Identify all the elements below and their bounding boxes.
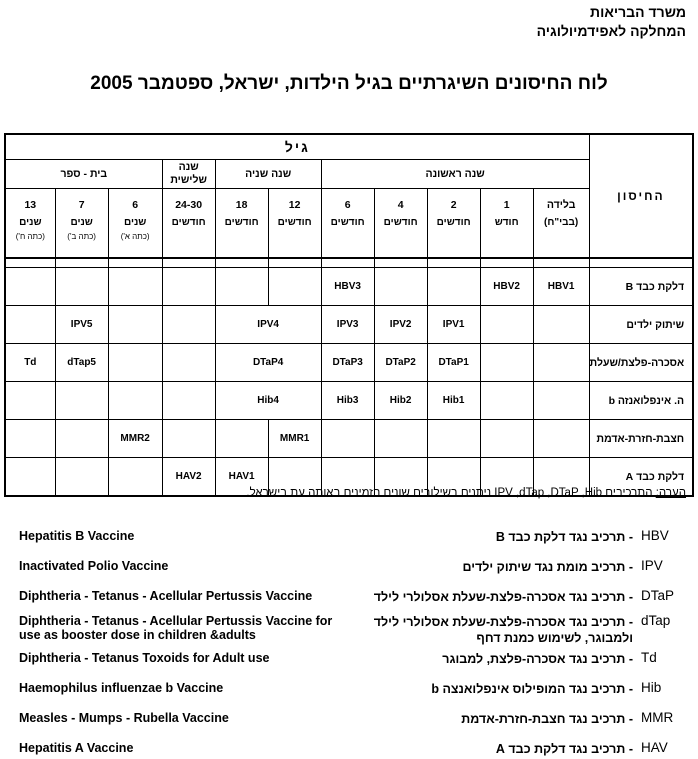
dose-cell: HAV1 [215,458,268,497]
legend-hebrew: - תרכיב נגד המופילוס אינפלואנצה b [431,682,633,696]
row-label: ה. אינפלואנזה b [589,382,693,420]
footnote [246,487,686,499]
legend-hebrew: - תרכיב נגד אסכרה-פלצת-שעלת אסלולרי לילד [373,590,633,604]
row-label: אסכרה-פלצת/שעלת [589,344,693,382]
dose-cell: Hib4 [215,382,321,420]
legend-english: Hepatitis B Vaccine [19,529,135,543]
legend-abbr: Hib [641,680,662,695]
dose-cell: IPV2 [374,306,427,344]
department-name: המחלקה לאפידמיולוגיה [536,23,686,39]
legend-hebrew: - תרכיב נגד אסכרה-פלצת-שעלת אסלולרי לילד ולמבוגר, לשימוש כמנת דחף [373,615,633,645]
dose-cell: DTaP3 [321,344,374,382]
row-polio [5,306,693,344]
legend-english: Hepatitis A Vaccine [19,741,134,755]
period-first-year: שנה ראשונה [321,160,589,189]
age-birth: בלידה (בבי"ח) [533,189,589,259]
dose-cell: HBV1 [533,268,589,306]
legend-hebrew: - תרכיב נגד דלקת כבד A [495,742,633,756]
vaccination-schedule-table [4,133,694,497]
row-mmr [5,420,693,458]
period-school: בית - ספר [5,160,162,189]
age-24-30-months: 24-30 חודשים [162,189,215,259]
legend-english: Diphtheria - Tetanus - Acellular Pertussis Vaccine [19,589,313,603]
dose-cell: DTaP4 [215,344,321,382]
legend-abbr: IPV [641,558,663,573]
legend-hebrew: - תרכיב נגד חצבת-חזרת-אדמת [461,712,633,726]
legend-abbr: dTap [641,613,671,628]
dose-cell: MMR2 [108,420,162,458]
row-hib [5,382,693,420]
dose-cell: Hib2 [374,382,427,420]
age-6-months: 6 חודשים [321,189,374,259]
row-label: דלקת כבד A [589,458,693,497]
age-18-months: 18 חודשים [215,189,268,259]
dose-cell: HAV2 [162,458,215,497]
dose-cell: IPV5 [55,306,108,344]
age-1-month: 1 חודש [480,189,533,259]
dose-cell: IPV1 [427,306,480,344]
legend-abbr: MMR [641,710,674,725]
legend-hebrew: - תרכיב נגד אסכרה-פלצת, למבוגר [442,652,633,666]
age-12-months: 12 חודשים [268,189,321,259]
legend-english: Diphtheria - Tetanus Toxoids for Adult use [19,651,270,665]
age-2-months: 2 חודשים [427,189,480,259]
dose-cell: HBV2 [480,268,533,306]
dose-cell: IPV3 [321,306,374,344]
dose-cell: MMR1 [268,420,321,458]
age-header: גיל [5,134,589,160]
row-hepatitis-b [5,268,693,306]
row-dtap [5,344,693,382]
footnote-text: התרכיבים IPV ,dTap ,DTaP ,Hib ניתנים בשילובים שונים הזמינים באותה עת בישראל. [246,487,656,499]
ministry-name: משרד הבריאות [590,4,686,20]
dose-cell: Td [5,344,55,382]
age-13-years: 13 שנים (כתה ח') [5,189,55,259]
dose-cell: DTaP2 [374,344,427,382]
legend-english: Haemophilus influenzae b Vaccine [19,681,224,695]
age-4-months: 4 חודשים [374,189,427,259]
vaccine-column-header: החיסון [589,134,693,258]
dose-cell: Hib3 [321,382,374,420]
legend-abbr: DTaP [641,588,675,603]
dose-cell: DTaP1 [427,344,480,382]
age-7-years: 7 שנים (כתה ב') [55,189,108,259]
legend-abbr: HAV [641,740,668,755]
legend-hebrew: - תרכיב מומת נגד שיתוק ילדים [462,560,633,574]
age-6-years: 6 שנים (כתה א') [108,189,162,259]
row-label: שיתוק ילדים [589,306,693,344]
row-label: חצבת-חזרת-אדמת [589,420,693,458]
dose-cell: Hib1 [427,382,480,420]
legend-hebrew: - תרכיב נגד דלקת כבד B [495,530,633,544]
footnote-label: הערה: [655,487,686,499]
period-second-year: שנה שניה [215,160,321,189]
dose-cell: IPV4 [215,306,321,344]
legend-abbr: Td [641,650,657,665]
organization-header [537,3,686,41]
legend-abbr: HBV [641,528,669,543]
dose-cell: HBV3 [321,268,374,306]
document-title: לוח החיסונים השיגרתיים בגיל הילדות, ישראל, ספטמבר 2005 [90,73,608,94]
dose-cell: dTap5 [55,344,108,382]
legend-english: Diphtheria - Tetanus - Acellular Pertussis Vaccine for use as booster dose in children &adults [19,614,333,642]
legend-english: Inactivated Polio Vaccine [19,559,169,573]
period-third-year: שנה שלישית [162,160,215,189]
legend-english: Measles - Mumps - Rubella Vaccine [19,711,229,725]
row-label: דלקת כבד B [589,268,693,306]
